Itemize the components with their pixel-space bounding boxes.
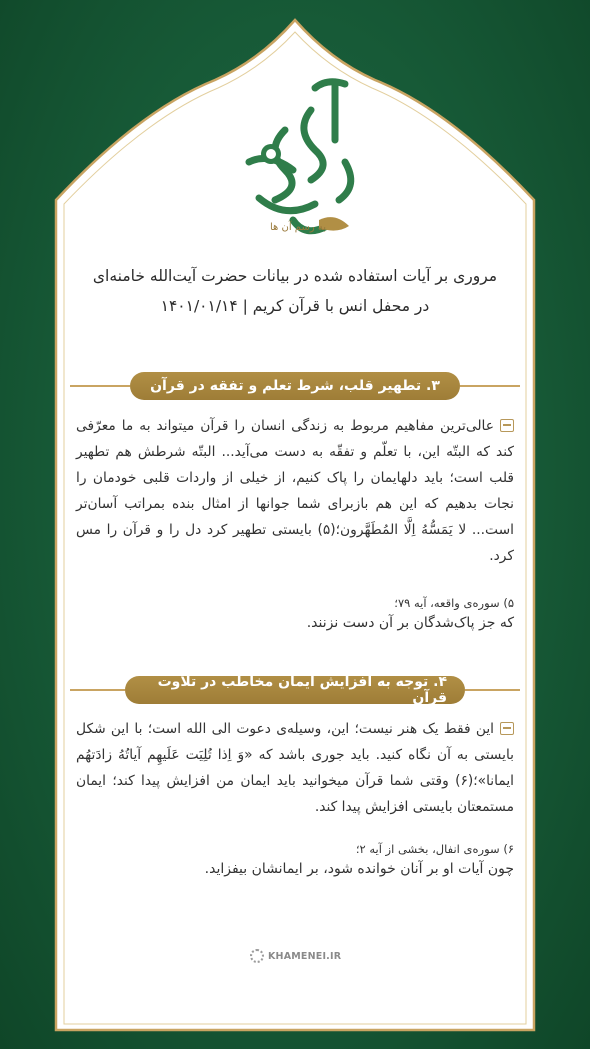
section-4-header [70, 676, 520, 704]
section-3-body [76, 413, 514, 569]
header-rule [70, 689, 125, 691]
header-rule [70, 385, 130, 387]
section-3-header [70, 372, 520, 400]
site-mark-icon [250, 949, 264, 963]
section-4-note [76, 840, 514, 880]
section-4-body [76, 716, 514, 820]
section-3-text: عالی‌ترین مفاهیم مربوط به زندگی انسان را قرآن میتواند به ما معرّفی کند که البتّه این، با تعلّم و تفقّه به دست می‌آید... البتّه شرطش هم تطهیر قلب است؛ باید دلهایمان را پاک کنیم، از خیلی از واردات قلبی خودمان را نجات بدهیم که این هم بازبرای شما جوانها از امثال بنده بمراتب آسان‌تر است... لا یَمَسُّهُ اِلَّا المُطَهَّرون؛(۵) بایستی تطهیر کرد دل را و قرآن را مس کرد. [76, 418, 514, 564]
section-4-ref: ۶) سوره‌ی انفال، بخشی از آیه ۲؛ [355, 842, 514, 856]
section-3-ref-text: که جز پاک‌شدگان بر آن دست نزنند. [306, 615, 514, 631]
subtitle-line-2: در محفل انس با قرآن کریم | ۱۴۰۱/۰۱/۱۴ [160, 297, 430, 315]
section-3-note [76, 594, 514, 634]
header-rule [465, 689, 520, 691]
section-4-text: این فقط یک هنر نیست؛ این، وسیله‌ی دعوت الی الله است؛ با این شکل بایستی به آن نگاه کنید. باید جوری باشد که «وَ اِذا تُلِیَت عَلَیهِم آیاتُهُ زادَتهُم ایمانا»؛(۶) وقتی شما قرآن میخوانید باید ایمان من افزایش پیدا کند؛ ایمان مستمعتان بایستی افزایش پیدا کند. [76, 721, 514, 815]
site-logo [250, 948, 342, 964]
site-name: KHAMENEI.IR [268, 950, 342, 962]
header-rule [460, 385, 520, 387]
section-3-title: ۳. تطهیر قلب، شرط تعلم و تفقه در قرآن [130, 372, 460, 400]
section-3-ref: ۵) سوره‌ی واقعه، آیه ۷۹؛ [394, 596, 514, 610]
logo-caption: به رسم آن ها [270, 222, 326, 233]
quote-icon [500, 722, 514, 735]
subtitle-line-1: مروری بر آیات استفاده شده در بیانات حضرت آیت‌الله خامنه‌ای [92, 267, 498, 285]
section-4-ref-text: چون آیات او بر آنان خوانده شود، بر ایمانشان بیفزاید. [204, 861, 514, 877]
section-4-title: ۴. توجه به افزایش ایمان مخاطب در تلاوت قرآن [125, 676, 465, 704]
quote-icon [500, 419, 514, 432]
